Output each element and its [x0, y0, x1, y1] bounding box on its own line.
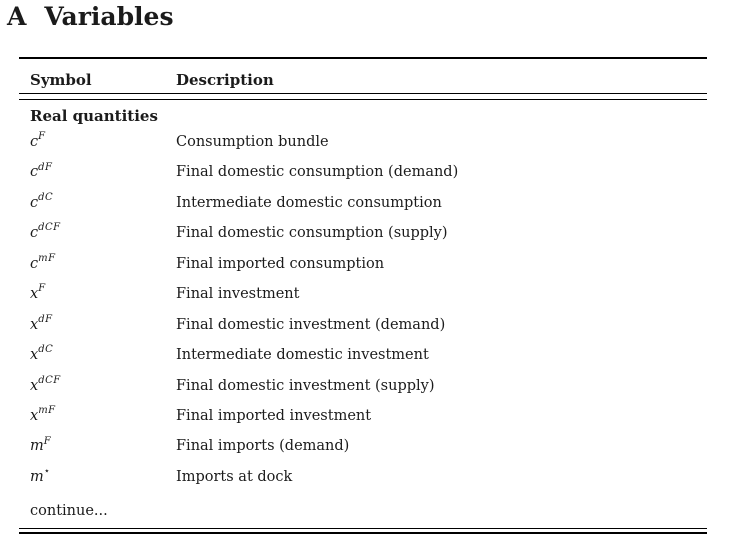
table-header-row	[19, 71, 707, 89]
description-cell: Final imports (demand)	[176, 438, 350, 455]
symbol-base: c	[30, 134, 39, 150]
symbol-cell	[30, 163, 176, 182]
symbol-base: m	[30, 438, 44, 455]
symbol-base: x	[30, 377, 39, 394]
symbol-base: c	[30, 164, 39, 181]
description-cell: Intermediate domestic consumption	[176, 194, 442, 211]
symbol-superscript: dF	[38, 161, 53, 173]
symbol-cell	[30, 346, 176, 365]
description-cell: Consumption bundle	[176, 134, 329, 150]
description-cell: Imports at dock	[176, 468, 293, 485]
symbol-base: c	[30, 225, 39, 242]
description-cell: Final domestic investment (supply)	[176, 377, 435, 394]
symbol-superscript: dC	[38, 192, 54, 204]
description-cell: Final imported investment	[176, 407, 372, 424]
symbol-superscript: dCF	[38, 222, 61, 234]
table-rows	[19, 133, 707, 498]
table-row	[19, 194, 707, 224]
appendix-heading	[7, 4, 174, 30]
symbol-superscript: ⋆	[43, 465, 51, 477]
symbol-cell	[30, 285, 176, 304]
symbol-base: x	[30, 286, 39, 303]
description-cell: Intermediate domestic investment	[176, 347, 429, 364]
description-cell: Final investment	[176, 286, 300, 303]
symbol-cell	[30, 437, 176, 456]
symbol-superscript: dC	[38, 344, 54, 356]
table-row	[19, 313, 707, 346]
table-row	[19, 407, 707, 437]
symbol-cell	[30, 465, 176, 487]
table-row	[19, 374, 707, 407]
symbol-superscript: F	[38, 131, 46, 143]
table-row	[19, 437, 707, 467]
symbol-cell	[30, 194, 176, 213]
description-cell: Final domestic investment (demand)	[176, 316, 446, 333]
description-cell: Final imported consumption	[176, 255, 385, 272]
appendix-section-number: A	[7, 2, 27, 31]
symbol-base: c	[30, 194, 39, 211]
column-header-description: Description	[176, 71, 274, 89]
symbol-cell	[30, 224, 176, 243]
symbol-base: x	[30, 407, 39, 424]
header-double-rule	[19, 93, 707, 100]
symbol-cell	[30, 133, 176, 152]
symbol-base: c	[30, 255, 39, 272]
symbol-cell	[30, 407, 176, 426]
table-row	[19, 252, 707, 285]
symbol-superscript: dCF	[38, 374, 61, 386]
table-bottom-rule	[19, 528, 707, 534]
symbol-base: m	[30, 468, 44, 485]
symbol-cell	[30, 374, 176, 396]
table-section-title: Real quantities	[30, 107, 158, 125]
symbol-cell	[30, 313, 176, 335]
table-row	[19, 224, 707, 254]
table-row	[19, 346, 707, 376]
description-cell: Final domestic consumption (supply)	[176, 225, 448, 242]
table-row	[19, 285, 707, 315]
appendix-title: Variables	[44, 2, 174, 31]
symbol-superscript: F	[38, 283, 46, 295]
table-row	[19, 163, 707, 193]
symbol-superscript: mF	[38, 405, 56, 417]
symbol-cell	[30, 252, 176, 274]
table-row	[19, 465, 707, 498]
symbol-base: x	[30, 347, 39, 364]
symbol-superscript: mF	[38, 252, 56, 264]
continue-note: continue...	[30, 503, 108, 519]
symbol-base: x	[30, 316, 39, 333]
table-top-rule	[19, 57, 707, 59]
symbol-superscript: dF	[38, 313, 53, 325]
table-row	[19, 133, 707, 163]
column-header-symbol: Symbol	[30, 71, 92, 89]
description-cell: Final domestic consumption (demand)	[176, 164, 459, 181]
symbol-superscript: F	[43, 435, 52, 447]
